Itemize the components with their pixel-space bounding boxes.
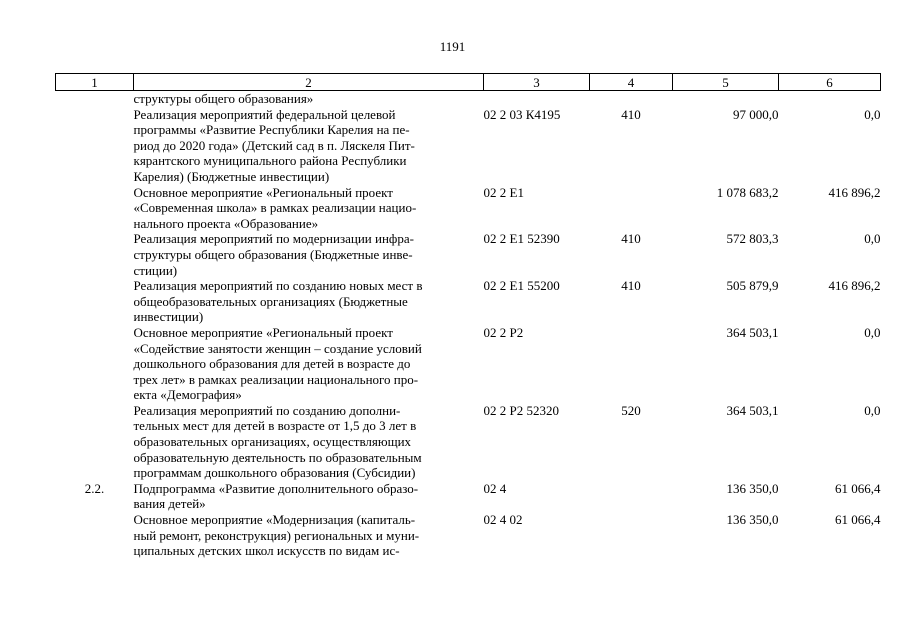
table-row [56,512,881,559]
row-value-col5 [673,91,779,107]
row-name-line: Реализация мероприятий федеральной целевой [133,106,396,122]
row-name-line: ный ремонт, реконструкция) региональных и муни- [133,527,420,543]
row-code: 02 2 03 К4195 [483,106,561,122]
row-expense-type [590,185,673,232]
table-row [56,403,881,481]
row-code: 02 2 E1 52390 [483,231,560,247]
row-name-line: дошкольного образования для детей в возрасте до [133,356,411,372]
table-body [56,91,881,559]
row-name-line: Реализация мероприятий по созданию новых мест в [133,278,423,294]
row-name-line: Основное мероприятие «Региональный проект [133,184,393,200]
row-name [134,185,484,232]
column-header-2: 2 [134,74,484,91]
row-value-col5: 364 503,1 [726,324,779,340]
row-value-col6: 0,0 [864,324,881,340]
row-number [56,107,134,185]
row-number [56,403,134,481]
row-name-line: «Содействие занятости женщин – создание условий [133,340,422,356]
row-value-col5: 364 503,1 [726,402,779,418]
row-name-line: Реализация мероприятий по модернизации инфра- [133,231,414,247]
row-expense-type [590,512,673,559]
header-row [56,74,881,91]
row-name-line: трех лет» в рамках реализации национального про- [133,371,419,387]
table-row [56,185,881,232]
row-name-line: риод до 2020 года» (Детский сад в п. Ляскеля Пит- [133,137,415,153]
row-name [134,107,484,185]
row-name [134,325,484,403]
row-code: 02 2 P2 [483,324,524,340]
row-name [134,512,484,559]
column-header-5: 5 [673,74,779,91]
column-header-3: 3 [484,74,590,91]
row-code: 02 4 02 [483,512,523,528]
row-number [56,325,134,403]
row-name-line: кярантского муниципального района Республики [133,153,407,169]
page-number: 1191 [439,39,466,54]
row-value-col6: 61 066,4 [835,480,881,496]
row-name [134,481,484,512]
row-number: 2.2. [84,480,105,496]
row-name-line: Основное мероприятие «Модернизация (капиталь- [133,512,416,528]
row-value-col5: 136 350,0 [726,480,779,496]
row-expense-type [590,481,673,512]
row-name-line: Основное мероприятие «Региональный проект [133,324,393,340]
table-row [56,231,881,278]
row-value-col5: 572 803,3 [726,231,779,247]
row-number [56,278,134,325]
row-name-line: образовательную деятельность по образовательным [133,449,422,465]
row-code: 02 4 [483,480,507,496]
row-value-col5: 1 078 683,2 [716,184,779,200]
column-header-6: 6 [779,74,881,91]
row-number [56,512,134,559]
row-name-line: программы «Развитие Республики Карелия на пе- [133,122,410,138]
row-number [56,185,134,232]
table-row [56,91,881,107]
row-value-col5: 505 879,9 [726,278,779,294]
row-value-col6 [779,91,881,107]
row-name-line: екта «Демография» [133,387,242,403]
row-name-line: инвестиции) [133,309,204,325]
row-name-line: программам дошкольного образования (Субсидии) [133,465,416,481]
row-name-line: ципальных детских школ искусств по видам ис- [133,543,400,559]
row-name-line: Реализация мероприятий по созданию дополни- [133,402,401,418]
table-row [56,278,881,325]
row-name [134,278,484,325]
row-name-line: вания детей» [133,496,206,512]
row-name-line: Подпрограмма «Развитие дополнительного образо- [133,480,419,496]
row-name-line: общеобразовательных организациях (Бюджетные [133,293,408,309]
table-row [56,325,881,403]
row-name [134,403,484,481]
row-name-line: структуры общего образования» [133,91,314,106]
row-expense-type [590,91,673,107]
row-value-col6: 0,0 [864,231,881,247]
budget-table [55,73,881,559]
row-expense-type [590,325,673,403]
row-expense-type: 520 [621,402,641,418]
row-value-col5: 97 000,0 [733,106,779,122]
row-value-col6: 416 896,2 [828,184,881,200]
row-name-line: Карелия) (Бюджетные инвестиции) [133,168,330,184]
column-header-4: 4 [590,74,673,91]
row-expense-type: 410 [621,231,641,247]
column-header-1: 1 [56,74,134,91]
row-value-col6: 61 066,4 [835,512,881,528]
row-value-col6: 0,0 [864,402,881,418]
row-value-col5: 136 350,0 [726,512,779,528]
row-expense-type: 410 [621,278,641,294]
row-name [134,231,484,278]
row-value-col6: 416 896,2 [828,278,881,294]
row-expense-type: 410 [621,106,641,122]
row-name-line: структуры общего образования (Бюджетные инве- [133,246,413,262]
row-code: 02 2 P2 52320 [483,402,559,418]
table-header [56,74,881,91]
row-name-line: образовательных организациях, осуществляющих [133,434,412,450]
row-number [56,231,134,278]
row-name [134,91,484,107]
row-name-line: стиции) [133,262,178,278]
row-name-line: тельных мест для детей в возрасте от 1,5 до 3 лет в [133,418,417,434]
table-row [56,481,881,512]
row-value-col6: 0,0 [864,106,881,122]
table-row [56,107,881,185]
row-name-line: «Современная школа» в рамках реализации нацио- [133,200,417,216]
row-code: 02 2 E1 55200 [483,278,560,294]
row-code [484,91,590,107]
row-name-line: нального проекта «Образование» [133,215,319,231]
row-number [56,91,134,107]
row-code: 02 2 E1 [483,184,524,200]
